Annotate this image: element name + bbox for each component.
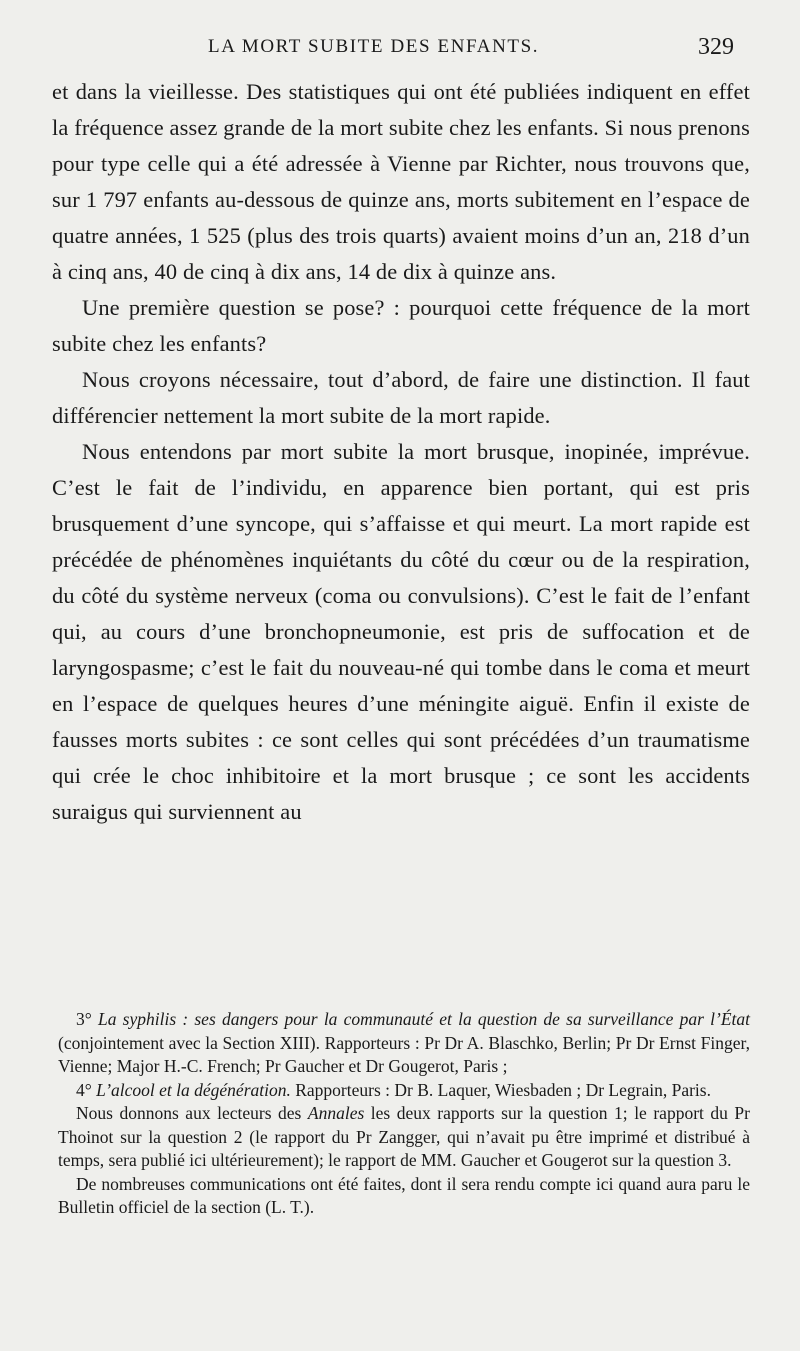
footnote-item-4-number: 4°	[76, 1079, 92, 1100]
footnote-annales-title: Annales	[307, 1103, 365, 1123]
footnote-annales-note	[58, 1102, 750, 1173]
running-title: LA MORT SUBITE DES ENFANTS.	[208, 36, 540, 57]
paragraph-definition: Nous entendons par mort subite la mort brusque, inopinée, imprévue. C’est le fait de l’individu, en apparence bien portant, qui est pris brusquement d’une syncope, qui s’affaisse et qui meurt. La mort rapide est précédée de phénomènes inquiétants du côté du cœur ou de la respiration, du côté du système nerveux (coma ou convulsions). C’est le fait de l’enfant qui, au cours d’une bronchopneumonie, est pris de suffocation et de laryngospasme; c’est le fait du nouveau-né qui tombe dans le coma et meurt en l’espace de quelques heures d’une méningite aiguë. Enfin il existe de fausses morts subites : ce sont celles qui sont précédées d’un traumatisme qui crée le choc inhibitoire et la mort brusque ; ce sont les accidents suraigus qui surviennent au	[52, 439, 750, 824]
footnote-annales-before: Nous donnons aux lecteurs des	[76, 1103, 308, 1123]
footnote-item-4-title: L’alcool et la dégénération.	[96, 1079, 291, 1100]
paragraph-distinction: Nous croyons nécessaire, tout d’abord, de faire une distinction. Il faut différencier nettement la mort subite de la mort rapide.	[52, 367, 750, 428]
footnotes	[58, 1008, 750, 1220]
running-head	[0, 32, 800, 62]
body-text	[52, 74, 750, 830]
footnote-item-3-title: La syphilis : ses dangers pour la communauté et la question de sa surveillance par l’État	[97, 1009, 751, 1029]
footnote-annales-after: les deux rapports sur la question 1; le rapport du Pr Thoinot sur la question 2 (le rapport du Pr Zangger, qui n’avait pu être imprimé et distribué à temps, sera publié ici ultérieurement); le rapport de MM. Gaucher et Gougerot sur la question 3.	[58, 1103, 750, 1170]
footnote-item-4-text: Rapporteurs : Dr B. Laquer, Wiesbaden ; Dr Legrain, Paris.	[290, 1079, 711, 1100]
footnote-communications-note: De nombreuses communications ont été faites, dont il sera rendu compte ici quand aura paru le Bulletin officiel de la section (L. T.).	[58, 1173, 750, 1217]
footnote-item-4	[58, 1079, 750, 1103]
page-number: 329	[698, 34, 734, 60]
footnote-item-3-text: (conjointement avec la Section XIII). Rapporteurs : Pr Dr A. Blaschko, Berlin; Pr Dr Ernst Finger, Vienne; Major H.-C. French; Pr Gaucher et Dr Gougerot, Paris ;	[58, 1032, 750, 1076]
paragraph-question: Une première question se pose? : pourquoi cette fréquence de la mort subite chez les enfants?	[52, 295, 750, 356]
paragraph-continuation: et dans la vieillesse. Des statistiques qui ont été publiées indiquent en effet la fréquence assez grande de la mort subite chez les enfants. Si nous prenons pour type celle qui a été adressée à Vienne par Richter, nous trouvons que, sur 1 797 enfants au-dessous de quinze ans, morts subitement en l’espace de quatre années, 1 525 (plus des trois quarts) avaient moins d’un an, 218 d’un à cinq ans, 40 de cinq à dix ans, 14 de dix à quinze ans.	[52, 79, 750, 284]
footnote-item-3-number: 3°	[76, 1009, 92, 1029]
footnote-item-3	[58, 1008, 750, 1079]
